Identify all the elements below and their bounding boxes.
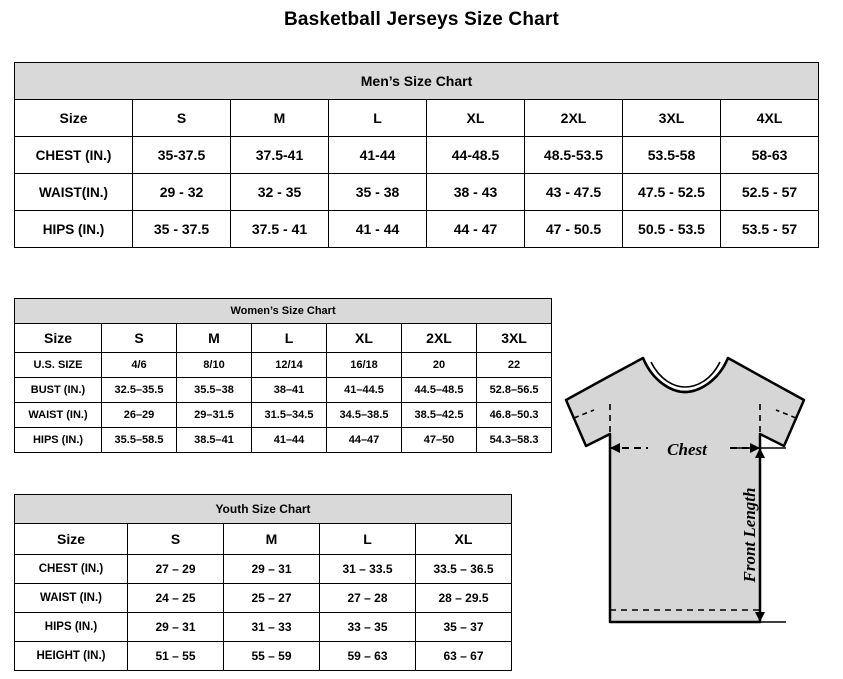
cell: 44.5–48.5 <box>402 378 477 403</box>
cell: 16/18 <box>327 353 402 378</box>
col-header-size: Size <box>15 324 102 353</box>
cell: 35.5–58.5 <box>102 428 177 453</box>
cell: 47.5 - 52.5 <box>623 174 721 211</box>
cell: 58-63 <box>721 137 819 174</box>
cell: 38–41 <box>252 378 327 403</box>
table-header-row <box>15 524 512 555</box>
cell: 43 - 47.5 <box>525 174 623 211</box>
cell: 29 - 32 <box>133 174 231 211</box>
youth-size-chart-table <box>14 494 512 671</box>
col-header-3xl: 3XL <box>623 100 721 137</box>
cell: 4/6 <box>102 353 177 378</box>
row-label: WAIST (IN.) <box>15 584 128 613</box>
col-header-xl: XL <box>427 100 525 137</box>
cell: 52.5 - 57 <box>721 174 819 211</box>
cell: 41-44 <box>329 137 427 174</box>
cell: 26–29 <box>102 403 177 428</box>
cell: 37.5 - 41 <box>231 211 329 248</box>
cell: 35 - 38 <box>329 174 427 211</box>
cell: 47 - 50.5 <box>525 211 623 248</box>
table-row <box>15 403 552 428</box>
cell: 41 - 44 <box>329 211 427 248</box>
cell: 52.8–56.5 <box>477 378 552 403</box>
col-header-l: L <box>252 324 327 353</box>
cell: 31 – 33.5 <box>320 555 416 584</box>
table-row <box>15 555 512 584</box>
col-header-s: S <box>128 524 224 555</box>
row-label: CHEST (IN.) <box>15 555 128 584</box>
cell: 27 – 28 <box>320 584 416 613</box>
col-header-s: S <box>102 324 177 353</box>
cell: 38 - 43 <box>427 174 525 211</box>
page-title: Basketball Jerseys Size Chart <box>283 9 560 30</box>
cell: 29 – 31 <box>224 555 320 584</box>
cell: 41–44 <box>252 428 327 453</box>
col-header-m: M <box>231 100 329 137</box>
cell: 54.3–58.3 <box>477 428 552 453</box>
cell: 25 – 27 <box>224 584 320 613</box>
cell: 37.5-41 <box>231 137 329 174</box>
cell: 53.5-58 <box>623 137 721 174</box>
cell: 35.5–38 <box>177 378 252 403</box>
cell: 59 – 63 <box>320 642 416 671</box>
col-header-size: Size <box>15 100 133 137</box>
table-header-row <box>15 100 819 137</box>
row-label: BUST (IN.) <box>15 378 102 403</box>
cell: 32.5–35.5 <box>102 378 177 403</box>
col-header-3xl: 3XL <box>477 324 552 353</box>
col-header-m: M <box>224 524 320 555</box>
col-header-xl: XL <box>327 324 402 353</box>
cell: 33 – 35 <box>320 613 416 642</box>
cell: 44–47 <box>327 428 402 453</box>
cell: 35 - 37.5 <box>133 211 231 248</box>
cell: 24 – 25 <box>128 584 224 613</box>
table-row <box>15 378 552 403</box>
col-header-2xl: 2XL <box>402 324 477 353</box>
cell: 46.8–50.3 <box>477 403 552 428</box>
row-label: U.S. SIZE <box>15 353 102 378</box>
cell: 55 – 59 <box>224 642 320 671</box>
cell: 38.5–42.5 <box>402 403 477 428</box>
cell: 34.5–38.5 <box>327 403 402 428</box>
row-label: CHEST (IN.) <box>15 137 133 174</box>
col-header-size: Size <box>15 524 128 555</box>
col-header-xl: XL <box>416 524 512 555</box>
womens-caption: Women’s Size Chart <box>15 299 552 324</box>
table-caption-row <box>15 299 552 324</box>
col-header-2xl: 2XL <box>525 100 623 137</box>
table-row <box>15 642 512 671</box>
cell: 35 – 37 <box>416 613 512 642</box>
cell: 27 – 29 <box>128 555 224 584</box>
col-header-4xl: 4XL <box>721 100 819 137</box>
cell: 53.5 - 57 <box>721 211 819 248</box>
table-row <box>15 428 552 453</box>
col-header-s: S <box>133 100 231 137</box>
jersey-measurement-diagram <box>548 330 838 670</box>
cell: 8/10 <box>177 353 252 378</box>
table-row <box>15 613 512 642</box>
cell: 32 - 35 <box>231 174 329 211</box>
row-label: HIPS (IN.) <box>15 613 128 642</box>
cell: 51 – 55 <box>128 642 224 671</box>
cell: 47–50 <box>402 428 477 453</box>
youth-caption: Youth Size Chart <box>15 495 512 524</box>
row-label: WAIST(IN.) <box>15 174 133 211</box>
cell: 63 – 67 <box>416 642 512 671</box>
table-caption-row <box>15 63 819 100</box>
row-label: HIPS (IN.) <box>15 211 133 248</box>
cell: 44 - 47 <box>427 211 525 248</box>
table-caption-row <box>15 495 512 524</box>
cell: 29–31.5 <box>177 403 252 428</box>
table-row <box>15 137 819 174</box>
cell: 12/14 <box>252 353 327 378</box>
col-header-l: L <box>320 524 416 555</box>
cell: 41–44.5 <box>327 378 402 403</box>
cell: 29 – 31 <box>128 613 224 642</box>
front-length-label: Front Length <box>740 487 759 583</box>
cell: 38.5–41 <box>177 428 252 453</box>
cell: 35-37.5 <box>133 137 231 174</box>
table-row <box>15 584 512 613</box>
row-label: WAIST (IN.) <box>15 403 102 428</box>
table-row <box>15 211 819 248</box>
cell: 20 <box>402 353 477 378</box>
womens-size-chart-table <box>14 298 552 453</box>
row-label: HIPS (IN.) <box>15 428 102 453</box>
cell: 50.5 - 53.5 <box>623 211 721 248</box>
cell: 28 – 29.5 <box>416 584 512 613</box>
cell: 22 <box>477 353 552 378</box>
mens-caption: Men’s Size Chart <box>15 63 819 100</box>
table-header-row <box>15 324 552 353</box>
cell: 33.5 – 36.5 <box>416 555 512 584</box>
cell: 31.5–34.5 <box>252 403 327 428</box>
cell: 44-48.5 <box>427 137 525 174</box>
mens-size-chart-table <box>14 62 819 248</box>
shirt-outline-icon <box>566 358 804 622</box>
table-row <box>15 174 819 211</box>
row-label: HEIGHT (IN.) <box>15 642 128 671</box>
col-header-l: L <box>329 100 427 137</box>
cell: 31 – 33 <box>224 613 320 642</box>
cell: 48.5-53.5 <box>525 137 623 174</box>
chest-label: Chest <box>667 440 707 459</box>
col-header-m: M <box>177 324 252 353</box>
table-row <box>15 353 552 378</box>
